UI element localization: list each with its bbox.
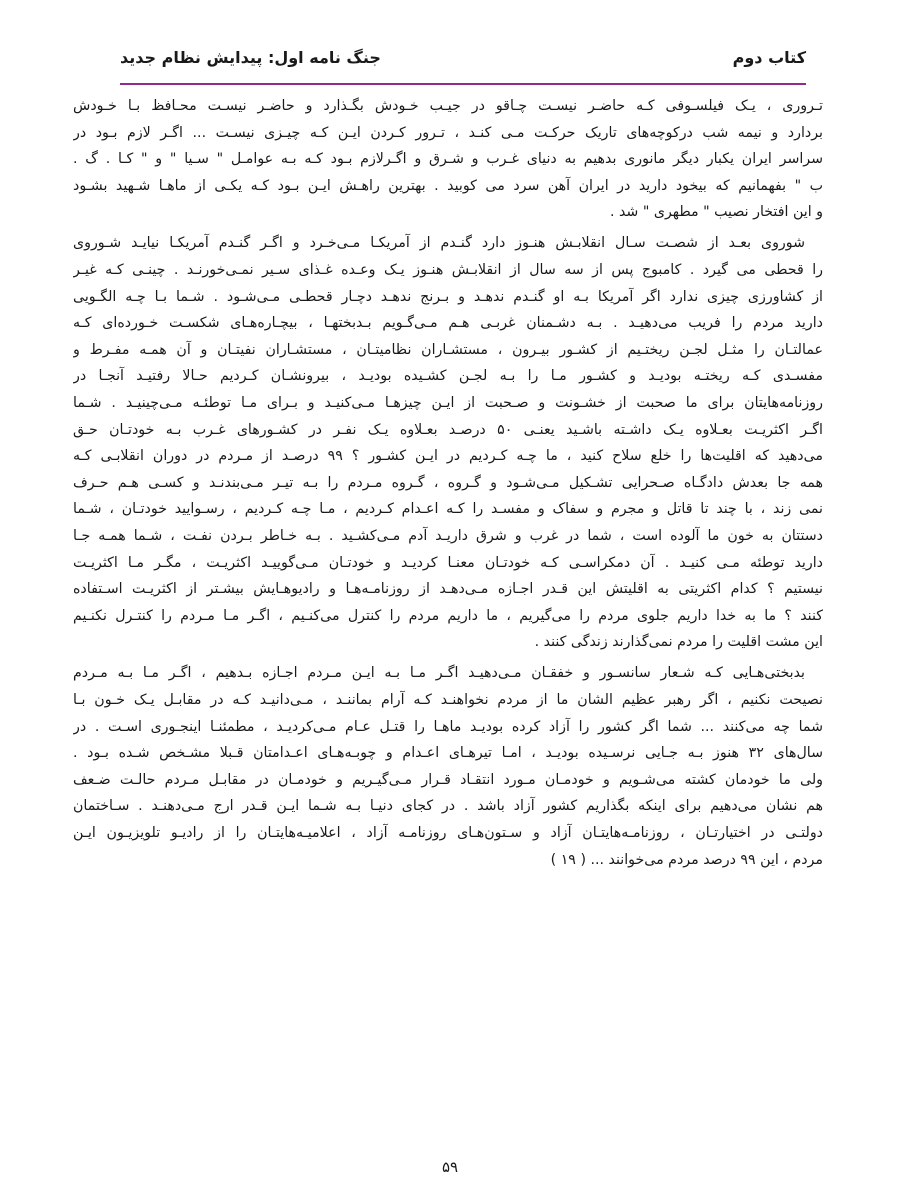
text-line: بردارد و نیمه شب درکوچه‌های تاریک حرکـت مـی کنـد ، تـرور کـردن ایـن کـه چیـزی نیسـت ... اگـر لازم بـود در bbox=[73, 124, 823, 141]
text-line: و این افتخار نصیب " مطهری " شد . bbox=[609, 204, 823, 221]
text-line: را قحطی می گیرد . کامبوج پس از سه سال از انقلابـش هنـوز یـک وعـده غـذای سـیر نمـی‌خورنـد . چینـی کـه غیـر bbox=[73, 262, 823, 279]
text-line: دستتان به خون ما آلوده است ، شما در غرب و شرق داریـد آدم مـی‌کشـید . بـه خـاطر بـردن نفـت ، شـما همـه جـا bbox=[73, 528, 823, 544]
text-line: شما چه می‌کنند ... شما اگر کشور را آزاد کرده بودیـد ماهـا را قتـل عـام مـی‌کردیـد ، مطمئنـا اینجـوری اسـت . در bbox=[73, 718, 823, 735]
text-line: بدبختی‌هـایی کـه شـعار سانسـور و خفقـان مـی‌دهیـد اگـر مـا بـه ایـن مـردم اجـازه بـدهیم ، اگـر مـا بـه مـردم bbox=[73, 665, 805, 682]
paragraph bbox=[73, 660, 823, 873]
book-label: کتاب دوم bbox=[732, 48, 806, 67]
text-line: اگـر اکثریـت بعـلاوه یـک داشـته باشـید یعنـی ۵۰ درصـد بعـلاوه یـک نفـر در کشـورهای غـرب بـه خودتـان حـق bbox=[73, 421, 823, 438]
header-divider bbox=[120, 83, 806, 85]
text-line: همه جا بعدش دادگـاه صـحرایی تشـکیل مـی‌شـود و گـروه ، گـروه مـردم را بـه تیـر مـی‌بندنـد و کسـی هـم حـرف bbox=[73, 474, 823, 491]
text-line: دولتـی در اختیارتـان ، روزنامـه‌هایتـان آزاد و سـتون‌هـای روزنامـه آزاد ، اعلامیـه‌هایتـان را از رادیـو تلویزیـون ایـن bbox=[73, 825, 823, 842]
text-line: روزنامه‌هایتان برای ما صحبت از خشـونت و صـحبت از ایـن چیزهـا مـی‌کنیـد و بـرای مـا توطئـه مـی‌چینیـد . شـما bbox=[73, 395, 823, 412]
text-line: سراسر ایران یکبار دیگر مانوری بدهیم به دنیای غـرب و شـرق و اگـرلازم بـود کـه بـه عوامـل " سـیا " و " کـا . گ . bbox=[73, 151, 823, 168]
text-line: کنند ؟ ما به خدا داریم جلوی مردم را می‌گیریم ، ما داریم مردم را کنترل می‌کنـیم ، اگـر مـا مـردم را کنتـرل نکنـیم bbox=[73, 607, 823, 624]
text-line: تـروری ، یـک فیلسـوفی کـه حاضـر نیسـت چـاقو در جیـب خـودش بگـذارد و حاضـر نیسـت محـافظ بـا خـودش bbox=[73, 98, 823, 114]
text-line: نصیحت نکنیم ، اگر رهبر عظیم الشان ما از مردم نخواهنـد کـه آرام بماننـد ، مـی‌دانیـد کـه در مقابـل یـک خـون بـا bbox=[73, 692, 823, 709]
text-line: عمالتـان را مثـل لجـن ریختـیم از کشـور بیـرون ، مستشـاران نظامیتـان ، مستشـاران نفیتـان و آن همـه مفـرط و bbox=[73, 341, 823, 358]
text-line: نیستیم ؟ کدام اکثریتی به اقلیتش این قـدر اجـازه مـی‌دهـد از روزنامـه‌هـا و رادیوهـایش بیشـتر از اکثریـت اسـتفاده bbox=[73, 581, 823, 598]
text-line: از کشاورزی چیزی ندارد اگر آمریکا بـه او گنـدم ندهـد و بـرنج ندهـد دچـار قحطـی مـی‌شـود . شـما بـا چـه الگـویی bbox=[73, 288, 823, 305]
text-line: مردم ، این ۹۹ درصد مردم می‌خوانند ... ( ۱۹ ) bbox=[550, 851, 823, 868]
text-line: شوروی بعـد از شصـت سـال انقلابـش هنـوز دارد گنـدم از آمریکـا مـی‌خـرد و اگـر گنـدم آمریکـا نیایـد شـوروی bbox=[73, 235, 805, 252]
text-line: دارید توطئه مـی کنیـد . آن دمکراسـی کـه خودتـان معنـا کردیـد و خودتـان مـی‌گوییـد اکثریـت ، مگـر مـا اکثریـت bbox=[73, 554, 823, 571]
page-header bbox=[120, 48, 806, 78]
text-line: ب " بفهمانیم که بیخود دارید در ایران آهن سرد می کوبید . بهترین راهـش ایـن بـود کـه یکـی از ماهـا شـهید بشـود bbox=[73, 177, 823, 194]
paragraph bbox=[73, 93, 823, 226]
text-line: سال‌های ۳۲ هنوز بـه جـایی نرسـیده بودیـد ، امـا تیرهـای اعـدام و چوبـه‌هـای اعـدامتان قـبلا مشـخص شـده بـود . bbox=[73, 745, 823, 762]
paragraph bbox=[73, 230, 823, 656]
text-line: این مشت اقلیت را مردم نمی‌گذارند زندگی کنند . bbox=[534, 634, 823, 651]
text-line: دارید مردم را فریب می‌دهیـد . بـه دشـمنان غربـی هـم مـی‌گـویم بـدبختهـا ، بیچـاره‌هـای شکسـت خـورده‌ای کـه bbox=[73, 315, 823, 332]
page-number: ۵۹ bbox=[441, 1158, 459, 1176]
text-line: هم نشان می‌دهیم برای اینکه بگذاریم کشور آزاد باشد . در کجای دنیـا بـه شـما ایـن قـدر ارج مـی‌دهنـد . سـاختمان bbox=[73, 798, 823, 815]
chapter-title: جنگ نامه اول: پیدایش نظام جدید bbox=[120, 48, 381, 67]
text-line: می‌دهید که اقلیت‌ها را خلع سلاح کنید ، ما چـه کـردیم در ایـن کشـور ؟ ۹۹ درصـد از مـردم در دوران انقلابـی کـه bbox=[73, 448, 823, 465]
text-line: مفسـدی کـه ریختـه بودیـد و کشـور مـا را بـه لجـن کشـیده بودیـد ، بیرونشـان کـردیم حـالا رفتیـد آنجـا در bbox=[73, 368, 823, 385]
text-line: نمی زند ، با چند تا قاتل و مجرم و سفاک و مفسـد را کـه اعـدام کـردیم ، مـا چـه کـردیم ، رسـوایید خودتـان ، شـما bbox=[73, 501, 823, 518]
body-text bbox=[73, 93, 823, 873]
text-line: ولی ما خودمان کشته می‌شـویم و خودمـان مـورد انتقـاد قـرار مـی‌گیـریم و خودمـان در مقابـل مـردم حالـت ضـعف bbox=[73, 771, 823, 788]
